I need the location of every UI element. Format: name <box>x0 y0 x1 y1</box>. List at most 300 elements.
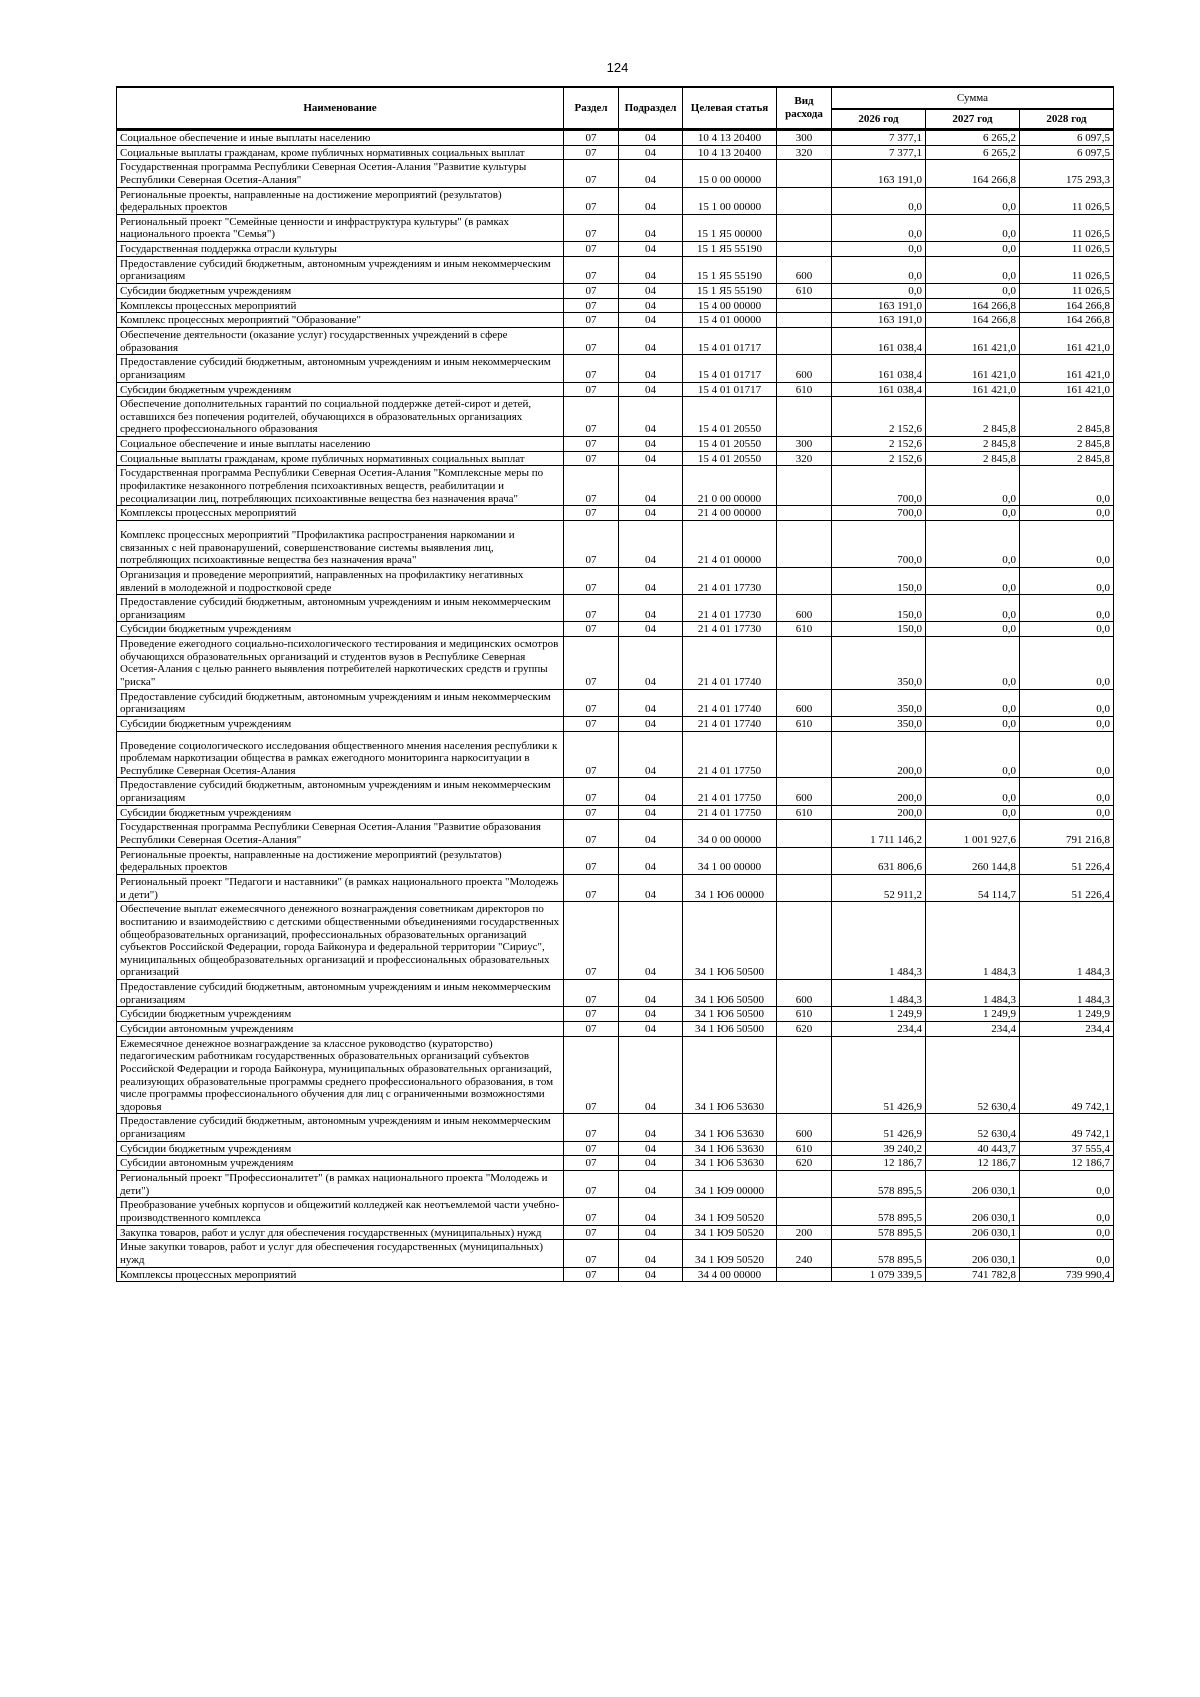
row-vid: 600 <box>777 689 832 716</box>
row-vid: 610 <box>777 1141 832 1156</box>
row-name: Субсидии бюджетным учреждениям <box>117 382 564 397</box>
row-sum-2027: 1 484,3 <box>926 902 1020 980</box>
row-sum-2026: 0,0 <box>832 284 926 299</box>
row-sum-2028: 11 026,5 <box>1020 242 1114 257</box>
row-sum-2027: 0,0 <box>926 506 1020 521</box>
row-vid: 600 <box>777 595 832 622</box>
row-vid: 320 <box>777 451 832 466</box>
row-name: Ежемесячное денежное вознаграждение за классное руководство (кураторство) педагогическим работникам государственных образовательных организаций субъектов Российской Федерации и города Байконура, муниципальных образовательных организаций, реализующих образовательные программы среднего профессионального образования, в том числе программы профессионального обучения для лиц с ограниченными возможностями здоровья <box>117 1036 564 1114</box>
row-sum-2027: 0,0 <box>926 567 1020 594</box>
row-razdel: 07 <box>564 874 619 901</box>
row-sum-2026: 39 240,2 <box>832 1141 926 1156</box>
row-name: Закупка товаров, работ и услуг для обеспечения государственных (муниципальных) нужд <box>117 1225 564 1240</box>
row-vid <box>777 397 832 437</box>
row-sum-2026: 1 079 339,5 <box>832 1267 926 1282</box>
row-celevaya: 34 1 Ю6 53630 <box>683 1114 777 1141</box>
row-name: Проведение ежегодного социально-психологического тестирования и медицинских осмотров обучающихся образовательных организаций и студентов вузов в Республике Северная Осетия-Алания с целью раннего выявления потребителей наркотических средств и группы "риска" <box>117 637 564 690</box>
budget-table <box>116 86 1114 1282</box>
table-body <box>117 130 1114 1282</box>
table-row <box>117 355 1114 382</box>
row-celevaya: 21 4 01 17730 <box>683 622 777 637</box>
row-celevaya: 21 4 01 17750 <box>683 778 777 805</box>
row-podrazdel: 04 <box>619 1198 683 1225</box>
row-sum-2028: 2 845,8 <box>1020 451 1114 466</box>
row-sum-2027: 0,0 <box>926 242 1020 257</box>
row-celevaya: 21 4 01 17740 <box>683 716 777 731</box>
row-vid <box>777 298 832 313</box>
header-year-2027: 2027 год <box>926 109 1020 130</box>
row-sum-2026: 200,0 <box>832 731 926 778</box>
row-name: Социальные выплаты гражданам, кроме публичных нормативных социальных выплат <box>117 145 564 160</box>
row-celevaya: 34 1 Ю9 50520 <box>683 1225 777 1240</box>
row-razdel: 07 <box>564 805 619 820</box>
row-podrazdel: 04 <box>619 130 683 146</box>
row-sum-2027: 161 421,0 <box>926 355 1020 382</box>
row-sum-2027: 206 030,1 <box>926 1240 1020 1267</box>
row-name: Организация и проведение мероприятий, направленных на профилактику негативных явлений в молодежной и подростковой среде <box>117 567 564 594</box>
row-podrazdel: 04 <box>619 622 683 637</box>
header-celevaya: Целевая статья <box>683 87 777 130</box>
row-sum-2028: 0,0 <box>1020 637 1114 690</box>
row-sum-2028: 2 845,8 <box>1020 397 1114 437</box>
row-podrazdel: 04 <box>619 595 683 622</box>
row-vid <box>777 313 832 328</box>
row-sum-2026: 163 191,0 <box>832 313 926 328</box>
row-podrazdel: 04 <box>619 902 683 980</box>
header-summa: Сумма <box>832 87 1114 109</box>
table-row <box>117 451 1114 466</box>
row-vid <box>777 520 832 567</box>
row-vid: 610 <box>777 382 832 397</box>
table-row <box>117 466 1114 506</box>
row-razdel: 07 <box>564 622 619 637</box>
row-name: Предоставление субсидий бюджетным, автономным учреждениям и иным некоммерческим организациям <box>117 355 564 382</box>
row-razdel: 07 <box>564 256 619 283</box>
row-name: Проведение социологического исследования общественного мнения населения республики к проблемам наркотизации общества в рамках ежегодного мониторинга наркоситуации в Республике Северная Осетия-Алания <box>117 731 564 778</box>
row-sum-2026: 7 377,1 <box>832 145 926 160</box>
row-sum-2027: 234,4 <box>926 1022 1020 1037</box>
row-celevaya: 15 1 Я5 55190 <box>683 242 777 257</box>
row-razdel: 07 <box>564 284 619 299</box>
row-sum-2027: 0,0 <box>926 622 1020 637</box>
row-sum-2027: 161 421,0 <box>926 327 1020 354</box>
row-sum-2028: 11 026,5 <box>1020 187 1114 214</box>
row-sum-2028: 0,0 <box>1020 1225 1114 1240</box>
row-celevaya: 15 4 01 01717 <box>683 382 777 397</box>
row-sum-2028: 0,0 <box>1020 716 1114 731</box>
row-sum-2026: 161 038,4 <box>832 382 926 397</box>
row-sum-2027: 0,0 <box>926 256 1020 283</box>
table-row <box>117 622 1114 637</box>
row-name: Государственная программа Республики Северная Осетия-Алания "Комплексные меры по профилактике незаконного потребления психоактивных веществ, реабилитации и ресоциализации лиц, потребляющих психоактивные вещества без назначения врача" <box>117 466 564 506</box>
row-podrazdel: 04 <box>619 1171 683 1198</box>
row-celevaya: 15 4 01 20550 <box>683 437 777 452</box>
row-celevaya: 21 4 01 17750 <box>683 731 777 778</box>
row-celevaya: 34 1 Ю9 50520 <box>683 1198 777 1225</box>
row-razdel: 07 <box>564 1036 619 1114</box>
row-name: Региональный проект "Педагоги и наставники" (в рамках национального проекта "Молодежь и дети") <box>117 874 564 901</box>
row-podrazdel: 04 <box>619 1156 683 1171</box>
row-sum-2028: 12 186,7 <box>1020 1156 1114 1171</box>
table-row <box>117 820 1114 847</box>
table-row <box>117 397 1114 437</box>
row-podrazdel: 04 <box>619 160 683 187</box>
row-celevaya: 15 4 01 01717 <box>683 327 777 354</box>
row-podrazdel: 04 <box>619 1007 683 1022</box>
row-celevaya: 10 4 13 20400 <box>683 145 777 160</box>
row-sum-2028: 0,0 <box>1020 731 1114 778</box>
row-sum-2027: 161 421,0 <box>926 382 1020 397</box>
row-celevaya: 15 1 Я5 55190 <box>683 284 777 299</box>
table-row <box>117 160 1114 187</box>
row-sum-2028: 2 845,8 <box>1020 437 1114 452</box>
row-vid: 240 <box>777 1240 832 1267</box>
row-sum-2028: 6 097,5 <box>1020 130 1114 146</box>
row-podrazdel: 04 <box>619 1036 683 1114</box>
row-sum-2028: 234,4 <box>1020 1022 1114 1037</box>
row-podrazdel: 04 <box>619 1141 683 1156</box>
table-header <box>117 87 1114 130</box>
table-row <box>117 1171 1114 1198</box>
table-row <box>117 595 1114 622</box>
row-sum-2026: 7 377,1 <box>832 130 926 146</box>
table-row <box>117 1267 1114 1282</box>
row-razdel: 07 <box>564 1156 619 1171</box>
row-razdel: 07 <box>564 313 619 328</box>
row-podrazdel: 04 <box>619 1114 683 1141</box>
row-sum-2027: 6 265,2 <box>926 145 1020 160</box>
row-vid <box>777 874 832 901</box>
row-sum-2028: 11 026,5 <box>1020 256 1114 283</box>
row-vid: 300 <box>777 437 832 452</box>
row-razdel: 07 <box>564 451 619 466</box>
table-row <box>117 145 1114 160</box>
row-sum-2026: 0,0 <box>832 214 926 241</box>
row-sum-2026: 234,4 <box>832 1022 926 1037</box>
row-razdel: 07 <box>564 397 619 437</box>
row-razdel: 07 <box>564 1171 619 1198</box>
row-celevaya: 21 4 01 17730 <box>683 567 777 594</box>
row-sum-2026: 52 911,2 <box>832 874 926 901</box>
row-celevaya: 34 1 Ю6 53630 <box>683 1036 777 1114</box>
row-sum-2028: 0,0 <box>1020 1198 1114 1225</box>
row-name: Региональный проект "Семейные ценности и инфраструктура культуры" (в рамках национального проекта "Семья") <box>117 214 564 241</box>
row-razdel: 07 <box>564 689 619 716</box>
row-sum-2026: 150,0 <box>832 595 926 622</box>
row-name: Комплекс процессных мероприятий "Образование" <box>117 313 564 328</box>
row-sum-2028: 37 555,4 <box>1020 1141 1114 1156</box>
row-vid: 600 <box>777 256 832 283</box>
row-sum-2028: 791 216,8 <box>1020 820 1114 847</box>
row-celevaya: 34 1 Ю9 00000 <box>683 1171 777 1198</box>
row-celevaya: 34 1 Ю6 50500 <box>683 1022 777 1037</box>
row-celevaya: 34 1 Ю6 50500 <box>683 902 777 980</box>
row-celevaya: 34 1 Ю6 50500 <box>683 980 777 1007</box>
row-razdel: 07 <box>564 466 619 506</box>
table-row <box>117 382 1114 397</box>
row-vid: 620 <box>777 1156 832 1171</box>
row-celevaya: 15 1 Я5 55190 <box>683 256 777 283</box>
row-sum-2027: 0,0 <box>926 187 1020 214</box>
row-podrazdel: 04 <box>619 805 683 820</box>
row-sum-2027: 206 030,1 <box>926 1225 1020 1240</box>
row-celevaya: 15 1 00 00000 <box>683 187 777 214</box>
row-sum-2027: 0,0 <box>926 637 1020 690</box>
row-podrazdel: 04 <box>619 820 683 847</box>
row-sum-2026: 150,0 <box>832 622 926 637</box>
row-celevaya: 34 0 00 00000 <box>683 820 777 847</box>
row-sum-2026: 700,0 <box>832 466 926 506</box>
table-row <box>117 778 1114 805</box>
row-vid <box>777 187 832 214</box>
row-sum-2026: 2 152,6 <box>832 397 926 437</box>
row-podrazdel: 04 <box>619 214 683 241</box>
row-vid: 300 <box>777 130 832 146</box>
row-name: Комплексы процессных мероприятий <box>117 506 564 521</box>
row-vid <box>777 820 832 847</box>
row-vid <box>777 1036 832 1114</box>
row-sum-2028: 6 097,5 <box>1020 145 1114 160</box>
row-sum-2027: 164 266,8 <box>926 313 1020 328</box>
row-sum-2027: 206 030,1 <box>926 1198 1020 1225</box>
row-sum-2026: 163 191,0 <box>832 298 926 313</box>
row-sum-2027: 0,0 <box>926 466 1020 506</box>
row-name: Комплексы процессных мероприятий <box>117 1267 564 1282</box>
row-sum-2028: 51 226,4 <box>1020 874 1114 901</box>
row-name: Социальное обеспечение и иные выплаты населению <box>117 130 564 146</box>
table-row <box>117 874 1114 901</box>
row-razdel: 07 <box>564 242 619 257</box>
row-podrazdel: 04 <box>619 451 683 466</box>
row-sum-2028: 0,0 <box>1020 595 1114 622</box>
row-razdel: 07 <box>564 382 619 397</box>
row-name: Региональные проекты, направленные на достижение мероприятий (результатов) федеральных проектов <box>117 847 564 874</box>
row-podrazdel: 04 <box>619 716 683 731</box>
row-sum-2027: 0,0 <box>926 731 1020 778</box>
row-sum-2027: 12 186,7 <box>926 1156 1020 1171</box>
row-razdel: 07 <box>564 1225 619 1240</box>
row-sum-2026: 150,0 <box>832 567 926 594</box>
header-name: Наименование <box>117 87 564 130</box>
row-celevaya: 34 1 Ю6 00000 <box>683 874 777 901</box>
row-name: Государственная программа Республики Северная Осетия-Алания "Развитие образования Республики Северная Осетия-Алания" <box>117 820 564 847</box>
row-podrazdel: 04 <box>619 731 683 778</box>
row-podrazdel: 04 <box>619 355 683 382</box>
row-sum-2027: 260 144,8 <box>926 847 1020 874</box>
row-vid: 600 <box>777 355 832 382</box>
row-sum-2026: 2 152,6 <box>832 437 926 452</box>
row-podrazdel: 04 <box>619 298 683 313</box>
row-podrazdel: 04 <box>619 1240 683 1267</box>
table-row <box>117 1240 1114 1267</box>
row-sum-2028: 11 026,5 <box>1020 214 1114 241</box>
row-sum-2028: 161 421,0 <box>1020 382 1114 397</box>
row-vid: 600 <box>777 778 832 805</box>
row-vid <box>777 506 832 521</box>
row-razdel: 07 <box>564 1240 619 1267</box>
row-name: Предоставление субсидий бюджетным, автономным учреждениям и иным некоммерческим организациям <box>117 256 564 283</box>
table-row <box>117 187 1114 214</box>
row-razdel: 07 <box>564 731 619 778</box>
row-sum-2026: 161 038,4 <box>832 355 926 382</box>
row-sum-2028: 0,0 <box>1020 1240 1114 1267</box>
row-sum-2028: 1 484,3 <box>1020 980 1114 1007</box>
row-sum-2027: 0,0 <box>926 716 1020 731</box>
row-celevaya: 15 4 01 00000 <box>683 313 777 328</box>
row-sum-2027: 164 266,8 <box>926 298 1020 313</box>
row-podrazdel: 04 <box>619 145 683 160</box>
header-year-2028: 2028 год <box>1020 109 1114 130</box>
row-vid <box>777 731 832 778</box>
row-celevaya: 21 4 01 00000 <box>683 520 777 567</box>
row-sum-2027: 2 845,8 <box>926 437 1020 452</box>
row-sum-2027: 0,0 <box>926 805 1020 820</box>
row-sum-2026: 12 186,7 <box>832 1156 926 1171</box>
row-name: Государственная поддержка отрасли культуры <box>117 242 564 257</box>
row-vid <box>777 327 832 354</box>
row-sum-2027: 0,0 <box>926 778 1020 805</box>
row-razdel: 07 <box>564 130 619 146</box>
row-sum-2027: 6 265,2 <box>926 130 1020 146</box>
table-row <box>117 902 1114 980</box>
row-sum-2026: 1 249,9 <box>832 1007 926 1022</box>
row-celevaya: 34 1 Ю9 50520 <box>683 1240 777 1267</box>
row-sum-2028: 161 421,0 <box>1020 327 1114 354</box>
row-celevaya: 34 1 Ю6 53630 <box>683 1141 777 1156</box>
row-name: Комплексы процессных мероприятий <box>117 298 564 313</box>
row-sum-2027: 0,0 <box>926 214 1020 241</box>
row-podrazdel: 04 <box>619 1267 683 1282</box>
row-razdel: 07 <box>564 1114 619 1141</box>
row-sum-2028: 0,0 <box>1020 805 1114 820</box>
row-name: Предоставление субсидий бюджетным, автономным учреждениям и иным некоммерческим организациям <box>117 980 564 1007</box>
row-name: Социальное обеспечение и иные выплаты населению <box>117 437 564 452</box>
row-sum-2028: 0,0 <box>1020 466 1114 506</box>
row-name: Предоставление субсидий бюджетным, автономным учреждениям и иным некоммерческим организациям <box>117 689 564 716</box>
row-name: Субсидии бюджетным учреждениям <box>117 1141 564 1156</box>
row-sum-2027: 1 249,9 <box>926 1007 1020 1022</box>
row-razdel: 07 <box>564 1267 619 1282</box>
table-row <box>117 1141 1114 1156</box>
row-name: Преобразование учебных корпусов и общежитий колледжей как неотъемлемой части учебно-производственного комплекса <box>117 1198 564 1225</box>
row-celevaya: 34 4 00 00000 <box>683 1267 777 1282</box>
row-vid: 600 <box>777 980 832 1007</box>
row-sum-2026: 700,0 <box>832 520 926 567</box>
table-row <box>117 214 1114 241</box>
row-sum-2027: 0,0 <box>926 689 1020 716</box>
row-razdel: 07 <box>564 902 619 980</box>
row-vid <box>777 847 832 874</box>
row-podrazdel: 04 <box>619 520 683 567</box>
row-name: Субсидии бюджетным учреждениям <box>117 716 564 731</box>
row-podrazdel: 04 <box>619 284 683 299</box>
row-celevaya: 15 4 00 00000 <box>683 298 777 313</box>
row-name: Региональный проект "Профессионалитет" (в рамках национального проекта "Молодежь и дети") <box>117 1171 564 1198</box>
row-podrazdel: 04 <box>619 778 683 805</box>
row-sum-2026: 161 038,4 <box>832 327 926 354</box>
row-podrazdel: 04 <box>619 637 683 690</box>
row-podrazdel: 04 <box>619 847 683 874</box>
row-name: Предоставление субсидий бюджетным, автономным учреждениям и иным некоммерческим организациям <box>117 1114 564 1141</box>
row-sum-2027: 0,0 <box>926 520 1020 567</box>
row-razdel: 07 <box>564 1141 619 1156</box>
row-sum-2026: 578 895,5 <box>832 1225 926 1240</box>
row-celevaya: 34 1 Ю6 53630 <box>683 1156 777 1171</box>
row-celevaya: 15 0 00 00000 <box>683 160 777 187</box>
row-celevaya: 21 4 01 17740 <box>683 689 777 716</box>
table-row <box>117 437 1114 452</box>
table-row <box>117 256 1114 283</box>
row-sum-2026: 350,0 <box>832 689 926 716</box>
row-name: Субсидии автономным учреждениям <box>117 1156 564 1171</box>
row-sum-2026: 2 152,6 <box>832 451 926 466</box>
row-podrazdel: 04 <box>619 1225 683 1240</box>
row-name: Обеспечение выплат ежемесячного денежного вознаграждения советникам директоров по воспитанию и взаимодействию с детскими общественными объединениями государственных общеобразовательных организаций, профессиональных образовательных организаций субъектов Российской Федерации, города Байконура и федеральной территории "Сириус", муниципальных общеобразовательных организаций и профессиональных образовательных организаций <box>117 902 564 980</box>
row-sum-2028: 0,0 <box>1020 520 1114 567</box>
table-row <box>117 242 1114 257</box>
row-vid: 610 <box>777 716 832 731</box>
table-row <box>117 298 1114 313</box>
row-sum-2027: 52 630,4 <box>926 1114 1020 1141</box>
header-vid: Вид расхода <box>777 87 832 130</box>
header-podrazdel: Подраздел <box>619 87 683 130</box>
row-sum-2028: 164 266,8 <box>1020 298 1114 313</box>
row-name: Комплекс процессных мероприятий "Профилактика распространения наркомании и связанных с ней правонарушений, совершенствование системы выявления лиц, потребляющих психоактивные вещества без назначения врача" <box>117 520 564 567</box>
row-sum-2027: 2 845,8 <box>926 451 1020 466</box>
row-name: Субсидии бюджетным учреждениям <box>117 622 564 637</box>
row-vid <box>777 1267 832 1282</box>
table-row <box>117 980 1114 1007</box>
row-podrazdel: 04 <box>619 689 683 716</box>
row-podrazdel: 04 <box>619 313 683 328</box>
row-podrazdel: 04 <box>619 256 683 283</box>
row-vid <box>777 902 832 980</box>
row-razdel: 07 <box>564 298 619 313</box>
row-celevaya: 15 1 Я5 00000 <box>683 214 777 241</box>
row-razdel: 07 <box>564 187 619 214</box>
table-row <box>117 1114 1114 1141</box>
row-celevaya: 21 4 01 17730 <box>683 595 777 622</box>
table-row <box>117 689 1114 716</box>
table-row <box>117 1225 1114 1240</box>
row-razdel: 07 <box>564 778 619 805</box>
row-celevaya: 34 1 Ю6 50500 <box>683 1007 777 1022</box>
row-celevaya: 21 4 01 17750 <box>683 805 777 820</box>
row-sum-2028: 51 226,4 <box>1020 847 1114 874</box>
row-sum-2026: 350,0 <box>832 716 926 731</box>
row-sum-2026: 1 484,3 <box>832 980 926 1007</box>
row-celevaya: 21 4 01 17740 <box>683 637 777 690</box>
row-sum-2026: 51 426,9 <box>832 1114 926 1141</box>
row-podrazdel: 04 <box>619 567 683 594</box>
row-razdel: 07 <box>564 1022 619 1037</box>
row-name: Региональные проекты, направленные на достижение мероприятий (результатов) федеральных проектов <box>117 187 564 214</box>
row-celevaya: 10 4 13 20400 <box>683 130 777 146</box>
row-celevaya: 34 1 00 00000 <box>683 847 777 874</box>
row-sum-2027: 164 266,8 <box>926 160 1020 187</box>
row-sum-2026: 51 426,9 <box>832 1036 926 1114</box>
row-sum-2028: 739 990,4 <box>1020 1267 1114 1282</box>
table-row <box>117 284 1114 299</box>
header-razdel: Раздел <box>564 87 619 130</box>
row-sum-2026: 700,0 <box>832 506 926 521</box>
row-vid <box>777 1198 832 1225</box>
row-name: Субсидии бюджетным учреждениям <box>117 805 564 820</box>
row-sum-2028: 1 484,3 <box>1020 902 1114 980</box>
row-vid: 620 <box>777 1022 832 1037</box>
row-sum-2026: 0,0 <box>832 242 926 257</box>
row-name: Обеспечение дополнительных гарантий по социальной поддержке детей-сирот и детей, оставшихся без попечения родителей, обучающихся в образовательных организациях среднего профессионального образования <box>117 397 564 437</box>
